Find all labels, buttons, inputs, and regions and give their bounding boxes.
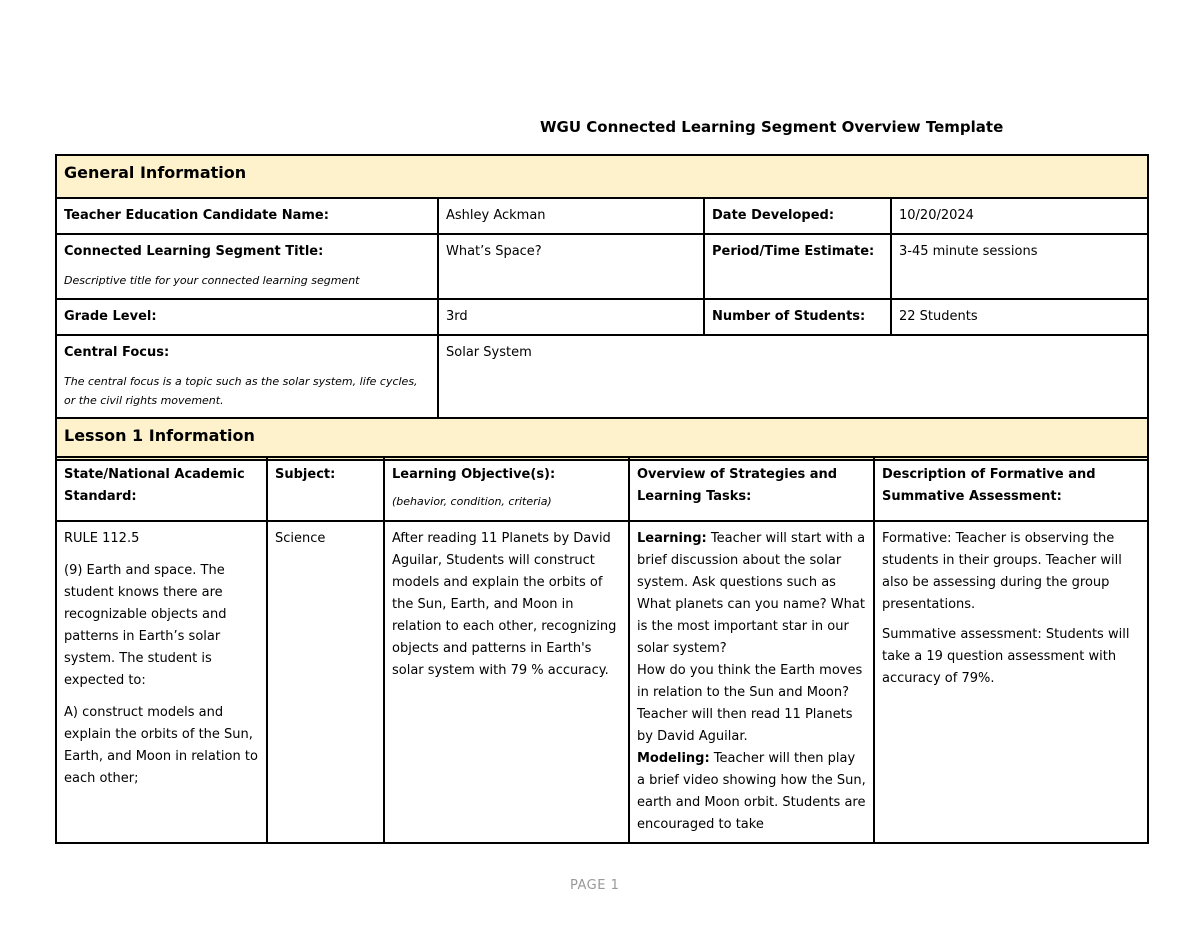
date-developed-value: 10/20/2024 [891, 198, 1148, 234]
objective-value: After reading 11 Planets by David Aguilar, Students will construct models and explain the orbits of the Sun, Earth, and Moon in relation to each other, recognizing objects and patterns in Earth's solar system with 79 % accuracy. [384, 521, 629, 843]
strategy-question: How do you think the Earth moves in relation to the Sun and Moon? Teacher will then read 11 Planets by David Aguilar. [637, 663, 863, 744]
strategies-header: Overview of Strategies and Learning Tasks: [629, 457, 874, 521]
central-focus-hint: The central focus is a topic such as the solar system, life cycles, or the civil rights movement. [64, 375, 418, 407]
general-information-heading: General Information [56, 155, 1148, 198]
central-focus-cell [56, 335, 438, 418]
period-time-label: Period/Time Estimate: [704, 234, 891, 299]
standard-paragraph-1: (9) Earth and space. The student knows there are recognizable objects and patterns in Earth’s solar system. The student is expected to: [64, 563, 227, 688]
segment-title-hint: Descriptive title for your connected learning segment [64, 274, 360, 287]
candidate-name-value: Ashley Ackman [438, 198, 704, 234]
strategy-modeling [637, 748, 866, 836]
period-time-value: 3-45 minute sessions [891, 234, 1148, 299]
date-developed-label: Date Developed: [704, 198, 891, 234]
segment-title-value: What’s Space? [438, 234, 704, 299]
number-of-students-value: 22 Students [891, 299, 1148, 335]
objective-header-hint: (behavior, condition, criteria) [392, 495, 552, 508]
page-number: PAGE 1 [570, 878, 620, 893]
lesson-1-table [55, 456, 1149, 844]
standard-cell [56, 521, 267, 843]
strategy-modeling-label: Modeling: [637, 751, 710, 766]
lesson-1-heading: Lesson 1 Information [56, 418, 1148, 460]
segment-title-cell [56, 234, 438, 299]
central-focus-value: Solar System [438, 335, 1148, 418]
assessment-header: Description of Formative and Summative Assessment: [874, 457, 1148, 521]
subject-header: Subject: [267, 457, 384, 521]
standard-paragraph-2: A) construct models and explain the orbits of the Sun, Earth, and Moon in relation to each other; [64, 705, 258, 786]
central-focus-label: Central Focus: [64, 345, 170, 360]
document-title: WGU Connected Learning Segment Overview Template [540, 118, 1004, 136]
standard-header: State/National Academic Standard: [56, 457, 267, 521]
general-information-table [55, 154, 1149, 461]
subject-value: Science [267, 521, 384, 843]
strategy-modeling-text: Teacher will then play a brief video showing how the Sun, earth and Moon orbit. Students are encouraged to take [637, 751, 866, 832]
strategy-learning [637, 528, 866, 660]
assessment-cell [874, 521, 1148, 843]
grade-level-label: Grade Level: [56, 299, 438, 335]
summative-assessment: Summative assessment: Students will take a 19 question assessment with accuracy of 79%. [882, 627, 1130, 686]
objective-header-cell [384, 457, 629, 521]
grade-level-value: 3rd [438, 299, 704, 335]
standard-rule: RULE 112.5 [64, 531, 140, 546]
objective-header: Learning Objective(s): [392, 467, 556, 482]
formative-assessment: Formative: Teacher is observing the students in their groups. Teacher will also be assessing during the group presentations. [882, 531, 1122, 612]
candidate-name-label: Teacher Education Candidate Name: [56, 198, 438, 234]
strategy-learning-text: Teacher will start with a brief discussion about the solar system. Ask questions such as What planets can you name? What is the most important star in our solar system? [637, 531, 866, 656]
strategy-learning-label: Learning: [637, 531, 707, 546]
segment-title-label: Connected Learning Segment Title: [64, 244, 324, 259]
strategies-cell [629, 521, 874, 843]
number-of-students-label: Number of Students: [704, 299, 891, 335]
